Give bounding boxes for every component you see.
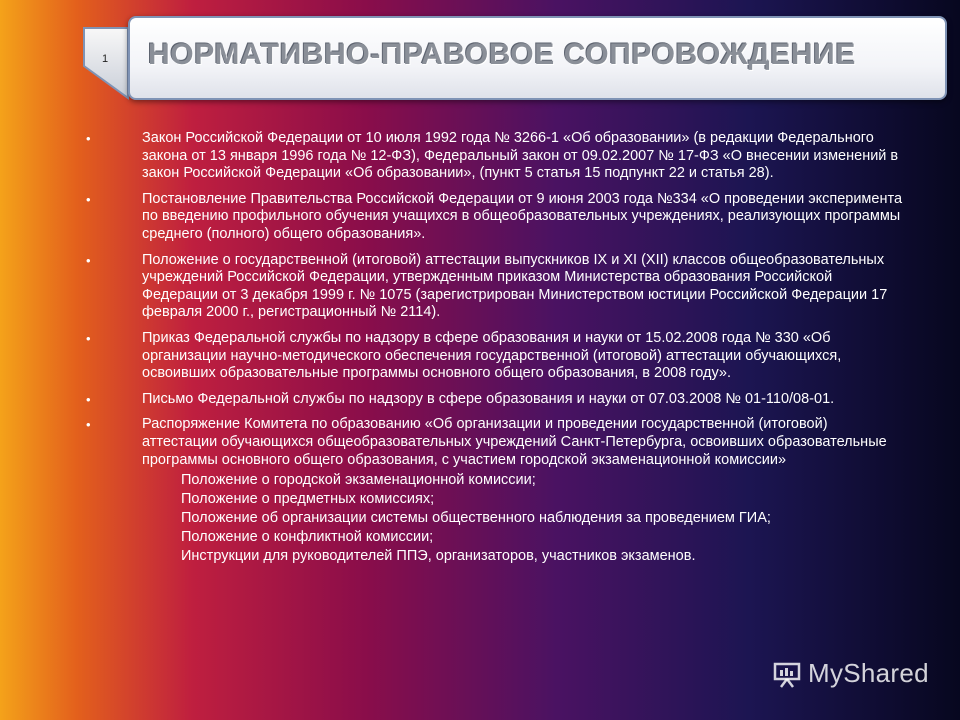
list-item-text: Распоряжение Комитета по образованию «Об организации и проведении государственной (итоговой) аттестации обучающихся общеобразовательных учреждений Санкт-Петербурга, освоивших образовательные программы основного общего образования, с участием городской экзаменационной комиссии» xyxy=(142,416,887,468)
regulation-list xyxy=(86,130,906,566)
watermark xyxy=(772,658,929,689)
list-item-text: Письмо Федеральной службы по надзору в сфере образования и науки от 07.03.2008 № 01-110/08-01. xyxy=(142,390,835,407)
slide-number: 1 xyxy=(101,53,109,65)
list-item xyxy=(86,252,906,322)
list-item xyxy=(86,191,906,244)
bullet: • xyxy=(86,131,91,146)
bullet: • xyxy=(86,252,91,268)
sub-list-item: Положение о конфликтной комиссии; xyxy=(181,529,434,546)
list-item xyxy=(86,130,906,183)
sub-list-item: Положение о городской экзаменационной комиссии; xyxy=(181,472,536,489)
bullet: • xyxy=(86,191,91,207)
sub-list xyxy=(86,471,906,566)
page-title: НОРМАТИВНО-ПРАВОВОЕ СОПРОВОЖДЕНИЕ xyxy=(148,38,856,71)
list-item xyxy=(86,416,906,469)
sub-list-item: Положение об организации системы общественного наблюдения за проведением ГИА; xyxy=(181,510,771,527)
title-box xyxy=(128,16,947,100)
list-item xyxy=(86,391,906,409)
list-item-text: Приказ Федеральной службы по надзору в сфере образования и науки от 15.02.2008 года № 330 «Об организации научно-методического обеспечения государственной (итоговой) аттестации обучающихся, освоивших образовательные программы основного общего образования, в 2008 году». xyxy=(142,329,842,382)
bullet: • xyxy=(86,330,91,346)
bullet: • xyxy=(86,417,91,433)
sub-list-item: Инструкции для руководителей ППЭ, организаторов, участников экзаменов. xyxy=(181,548,696,565)
bullet: • xyxy=(86,391,91,407)
list-item xyxy=(86,330,906,383)
list-item-text: Закон Российской Федерации от 10 июля 1992 года № 3266-1 «Об образовании» (в редакции Федерального закона от 13 января 1996 года № 12-ФЗ), Федеральный закон от 09.02.2007 № 17-ФЗ «О внесении изменений в закон Российской Федерации «Об образовании», (пункт 5 статья 15 подпункт 22 и статья 28). xyxy=(142,130,899,182)
sub-list-item: Положение о предметных комиссиях; xyxy=(181,491,435,508)
presentation-icon xyxy=(772,659,802,689)
list-item-text: Постановление Правительства Российской Федерации от 9 июня 2003 года №334 «О проведении эксперимента по введению профильного обучения учащихся в общеобразовательных учреждениях, реализующих программы среднего (полного) общего образования». xyxy=(142,190,903,242)
list-item-text: Положение о государственной (итоговой) аттестации выпускников IX и XI (XII) классов общеобразовательных учреждений Российской Федерации, утвержденным приказом Министерства образования Российской Федерации от 3 декабря 1999 г. № 1075 (зарегистрирован Министерством юстиции Российской Федерации 17 февраля 2000 г., регистрационный № 2114). xyxy=(142,251,888,321)
watermark-text: MyShared xyxy=(808,658,929,688)
